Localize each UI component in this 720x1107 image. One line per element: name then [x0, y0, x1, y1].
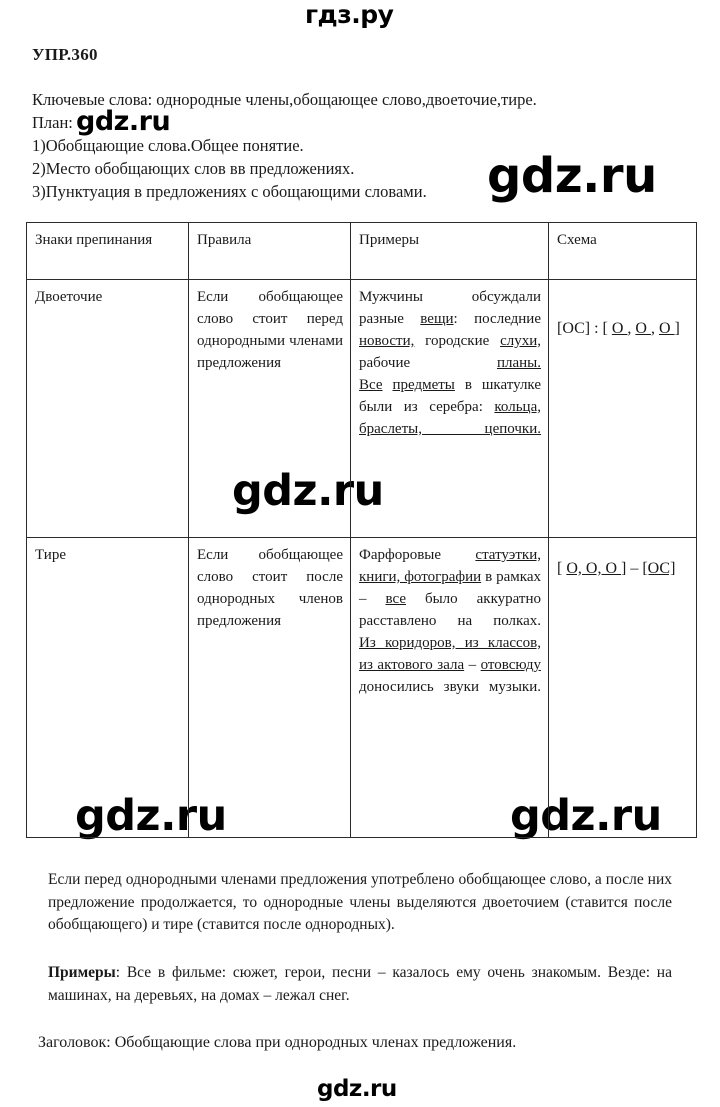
cell-sign-dash: Тире: [27, 538, 189, 838]
example-text: доносились звуки музыки.: [359, 679, 541, 695]
examples-paragraph: [48, 962, 672, 1007]
plan-label: План:: [32, 113, 73, 132]
scheme-colon: :: [590, 320, 603, 337]
intro-block: [32, 88, 692, 203]
underlined-word: планы.: [496, 355, 541, 371]
underlined-word: Из коридоров, из классов, из актового зала: [359, 635, 541, 673]
example-sentence-1: [359, 286, 541, 374]
scheme-dash: –: [626, 560, 643, 577]
example-text: [383, 377, 393, 393]
example-text: в шкатулке были из серебра:: [359, 377, 541, 415]
cell-examples-dash: [351, 538, 549, 838]
rules-table: [26, 222, 697, 841]
plan-item-1: 1)Обобщающие слова.Общее понятие.: [32, 136, 304, 155]
heading-paragraph: Заголовок: Обобщающие слова при однородных членах предложения.: [38, 1034, 517, 1051]
scheme-comma: ,: [650, 320, 659, 337]
scheme-homogeneous-2: О: [635, 320, 651, 337]
table-header-signs: Знаки препинания: [27, 223, 189, 280]
example-sentence-2: [359, 374, 541, 440]
cell-scheme-dash: [549, 538, 697, 838]
cell-rule-colon: Если обобщающее слово стоит перед однородными членами предложения: [189, 280, 351, 538]
scheme-generalizing-word: [ОС]: [557, 320, 591, 337]
example-text: в рамках –: [359, 569, 541, 607]
watermark-big-2: gdz.ru: [232, 466, 384, 516]
scheme-homogeneous-3: О: [658, 320, 675, 337]
table-row: [27, 280, 697, 538]
plan-item-2: 2)Место обобщающих слов вв предложениях.: [32, 159, 355, 178]
example-text: Мужчины обсуждали разные: [359, 289, 541, 327]
examples-label: Примеры: [48, 964, 116, 981]
plan-item-3: 3)Пунктуация в предложениях с обощающими словами.: [32, 182, 427, 201]
cell-sign-colon: Двоеточие: [27, 280, 189, 538]
underlined-word: отовсюду: [480, 657, 541, 673]
watermark-top: гдз.ру: [305, 0, 394, 29]
scheme-homogeneous-2: О,: [585, 560, 606, 577]
example-dash: –: [464, 657, 481, 673]
table-header-row: [27, 223, 697, 280]
table-row: [27, 538, 697, 838]
example-text: было аккуратно расставлено на полках.: [359, 591, 542, 629]
rule-paragraph: Если перед однородными членами предложения употреблено обобщающее слово, а после них предложение продолжается, то однородные члены выделяются двоеточием (ставится после обобщающего) и тире (ставится после однородных).: [48, 871, 672, 933]
examples-text: : Все в фильме: сюжет, герои, песни – казалось ему очень знакомым. Везде: на машинах, на деревьях, на домах – лежал снег.: [48, 964, 672, 1004]
underlined-word: вещи: [420, 311, 454, 327]
scheme-bracket-open: [: [602, 320, 612, 337]
watermark-small-1: gdz.ru: [76, 106, 171, 137]
underlined-word: предметы: [392, 377, 455, 393]
keywords-line: Ключевые слова: однородные члены,обощающее слово,двоеточие,тире.: [32, 90, 537, 109]
cell-scheme-colon: [549, 280, 697, 538]
scheme-bracket-close: ]: [674, 320, 680, 337]
scheme-homogeneous-1: О,: [566, 560, 586, 577]
watermark-bottom: gdz.ru: [317, 1076, 397, 1102]
watermark-big-4: gdz.ru: [510, 791, 662, 841]
underlined-word: новости,: [359, 333, 415, 349]
scheme-generalizing-word: [ОС]: [642, 560, 676, 577]
scheme-bracket-open: [: [557, 560, 567, 577]
underlined-word: кольца, браслеты, цепочки.: [359, 399, 541, 437]
underlined-word: Все: [359, 377, 383, 393]
watermark-big-1: gdz.ru: [487, 148, 657, 204]
example-text: Фарфоровые: [359, 547, 476, 563]
exercise-title: УПР.360: [32, 45, 98, 64]
example-text: : последние: [453, 311, 541, 327]
watermark-big-3: gdz.ru: [75, 791, 227, 841]
example-text: рабочие: [359, 355, 497, 371]
scheme-homogeneous-1: О: [611, 320, 628, 337]
underlined-word: все: [385, 591, 406, 607]
cell-examples-colon: [351, 280, 549, 538]
table-header-rules: Правила: [189, 223, 351, 280]
table-header-examples: Примеры: [351, 223, 549, 280]
cell-rule-dash: Если обобщающее слово стоит после однородных членов предложения: [189, 538, 351, 838]
table-header-scheme: Схема: [549, 223, 697, 280]
scheme-bracket-close: ]: [621, 560, 627, 577]
scheme-comma: ,: [627, 320, 636, 337]
underlined-word: слухи,: [500, 333, 541, 349]
example-text: городские: [414, 333, 501, 349]
example-sentence-1: [359, 544, 541, 632]
example-sentence-2: [359, 632, 541, 698]
scheme-homogeneous-3: О: [605, 560, 622, 577]
underlined-word: статуэтки, книги, фотографии: [359, 547, 541, 585]
